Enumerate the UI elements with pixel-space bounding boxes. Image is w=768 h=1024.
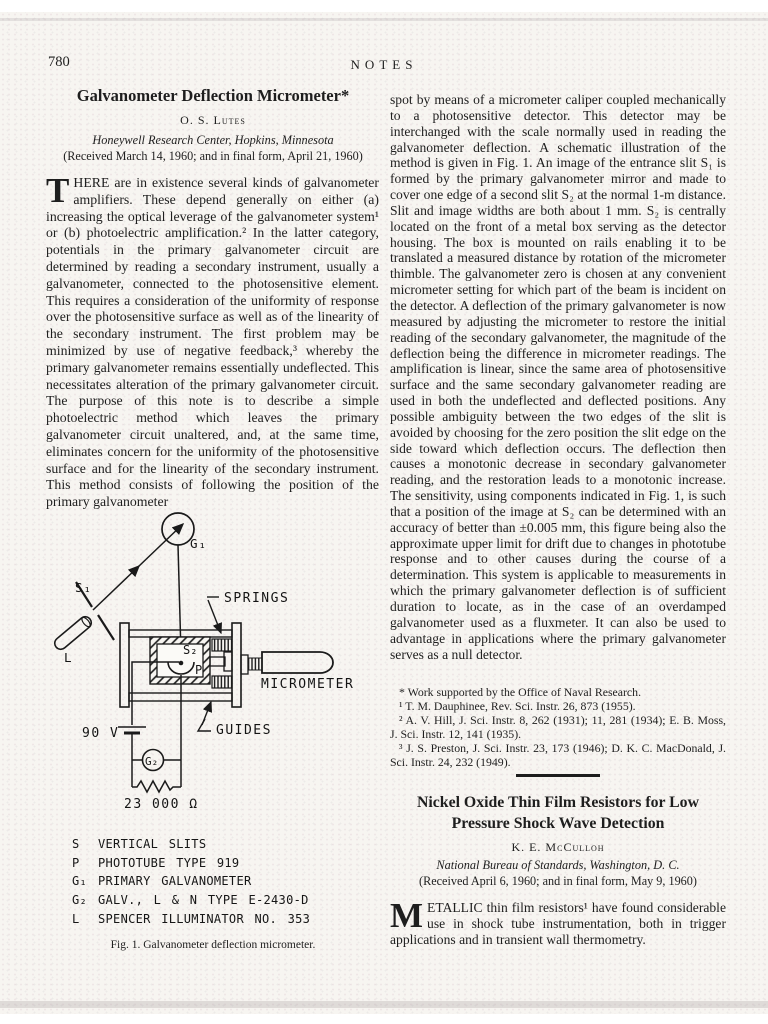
footnote: ¹ T. M. Dauphinee, Rev. Sci. Instr. 26, 873 (1955). [399, 698, 636, 713]
label-voltage: 90 V [82, 726, 120, 741]
article1-author: O. S. Lutes [180, 113, 246, 127]
legend-symbol: G₁ [72, 874, 88, 889]
figure1-diagram [40, 494, 380, 830]
article2-paragraph: ETALLIC thin film resistors¹ have found considerable use in shock tube instrumentation, both in trigger applications and in transient wall thermometry. [390, 900, 726, 948]
legend-desc: SPENCER ILLUMINATOR NO. 353 [98, 911, 311, 926]
legend-row [72, 854, 372, 873]
article1-body-continued: spot by means of a micrometer caliper coupled mechanically to a photosensitive detector. This detector may be interchanged with the scale normally used in reading the galvanometer deflection. A schematic illustration of the method is given in Fig. 1. An image of the entrance slit S₁ is formed by the primary galvanometer mirror and made to cover one edge of a second slit S₂ at the normal 1-m distance. Slit and image widths are both about 1 mm. S₂ is centrally located on the front of a metal box serving as the detector housing. The box is mounted on rails enabling it to be translated a measured distance by rotation of the micrometer thimble. The galvanometer zero is chosen at any convenient micrometer setting for which part of the beam is incident on the detector. A deflection of the primary galvanometer is now measured by adjusting the micrometer to restore the initial reading of the secondary galvanometer, the magnitude of the deflection being the difference in micrometer readings. The amplification is linear, since the same area of photosensitive surface and the same secondary galvanometer reading are used in both the undeflected and deflected positions. Any possible ambiguity between the two edges of the slit is avoided by choosing for the zero position the slit edge on the side toward which deflection occurs. The deflection then causes a monotonic decrease in secondary galvanometer reading, and the restoration leads to a monotonic increase. The sensitivity, using components indicated in Fig. 1, is such that a position of the image at S₂ can be determined with an accuracy of better than ±0.005 mm, this figure being also the approximate upper limit for drift due to changes in phototube response and to other causes during the course of a determination. This system is applicable to measurements in which the primary galvanometer deflection is of sufficient duration to locate, as in the case of an overdamped galvanometer used as a fluxmeter. It can also be used to advantage in applications where the primary galvanometer serves as a null detector. [390, 92, 726, 662]
legend-symbol: G₂ [72, 893, 88, 908]
article1-paragraph: HERE are in existence several kinds of galvanometer amplifiers. These depend generally on either (a) increasing the optical leverage of the galvanometer system¹ or (b) photoelectric amplification.² In the latter category, potentials in the primary galvanometer circuit are determined by reading a secondary instrument, usually a galvanometer, connected to the photosensitive element. This requires a consideration of the uniformity of response over the photosensitive surface as well as of the linearity of the secondary instrument. The first problem may be minimized by use of negative feedback,³ whereby the primary galvanometer remains essentially undeflected. This necessitates alteration of the primary galvanometer circuit. The purpose of this note is to describe a simple photoelectric method which leaves the primary galvanometer circuit unaltered, and, at the same time, eliminates concern for the uniformity of the photosensitive surface and for the linearity of the secondary instrument. This method consists of following the position of the primary galvanometer [46, 175, 379, 510]
footnote: ³ J. S. Preston, J. Sci. Instr. 23, 173 (1946); D. K. C. MacDonald, J. Sci. Instr. 24, 232 (1949). [390, 740, 726, 769]
label-p: P [195, 663, 203, 677]
footnote: ² A. V. Hill, J. Sci. Instr. 8, 262 (1931); 11, 281 (1934); E. B. Moss, J. Sci. Instr. 12, 141 (1935). [390, 712, 726, 741]
label-l: L [64, 650, 73, 665]
legend-desc: PRIMARY GALVANOMETER [98, 874, 252, 889]
spring-upper [212, 639, 232, 651]
article1-dropcap: T [46, 171, 70, 210]
label-g2: G₂ [145, 755, 159, 768]
article2-received-line: (Received April 6, 1960; and in final form, May 9, 1960) [419, 874, 697, 888]
label-s2: S₂ [183, 643, 198, 657]
label-micrometer: MICROMETER [261, 677, 355, 692]
resistor-zigzag [132, 781, 181, 792]
article2-author: K. E. McCulloh [511, 840, 605, 854]
guides-angle-mark [198, 719, 211, 731]
micrometer-threads [248, 658, 262, 670]
frame-right-cap [232, 623, 241, 707]
light-beam-arrowhead [132, 566, 139, 573]
label-g1: G₁ [190, 536, 208, 551]
figure1-caption: Fig. 1. Galvanometer deflection micrometer. [110, 939, 316, 951]
article1-footnotes [390, 686, 726, 769]
legend-symbol: L [72, 911, 80, 926]
running-head: NOTES [350, 57, 418, 72]
article2-title-line2: Pressure Shock Wave Detection [451, 815, 665, 832]
legend-row [72, 872, 372, 891]
section-separator-rule [516, 774, 600, 777]
micrometer-shaft [210, 657, 225, 666]
article2-affiliation: National Bureau of Standards, Washington, D. C. [436, 858, 680, 872]
legend-row [72, 835, 372, 854]
article2-title-line1: Nickel Oxide Thin Film Resistors for Low [416, 794, 699, 811]
figure1-legend [72, 835, 372, 929]
illuminator-cylinder [52, 614, 93, 651]
legend-symbol: S [72, 837, 80, 851]
phototube-anode-dot [179, 661, 184, 666]
legend-row [72, 910, 372, 929]
article1-received-line: (Received March 14, 1960; and in final form, April 21, 1960) [63, 149, 363, 163]
slit-s1-lower [98, 615, 114, 640]
spring-lower [212, 676, 232, 688]
frame-left-cap [120, 623, 129, 707]
label-resistor: 23 000 Ω [124, 797, 199, 812]
page-number: 780 [48, 54, 70, 70]
journal-page [0, 12, 768, 1014]
article2-dropcap: M [390, 896, 424, 935]
springs-callout-leader [208, 600, 221, 633]
article2-body [390, 896, 726, 949]
article2-title [390, 792, 726, 834]
article1-affiliation: Honeywell Research Center, Hopkins, Minnesota [92, 133, 334, 147]
legend-row [72, 891, 372, 910]
article1-body [46, 171, 379, 511]
article1-title: Galvanometer Deflection Micrometer* [76, 86, 350, 105]
micrometer-handle [262, 652, 333, 673]
label-s1: S₁ [75, 580, 93, 595]
legend-symbol: P [72, 855, 80, 870]
micrometer-collar [241, 655, 248, 674]
legend-desc: PHOTOTUBE TYPE 919 [98, 855, 240, 870]
label-guides: GUIDES [216, 723, 272, 738]
footnote: * Work supported by the Office of Naval Research. [399, 685, 642, 699]
legend-desc: VERTICAL SLITS [98, 837, 207, 851]
legend-desc: GALV., L & N TYPE E-2430-D [98, 893, 309, 908]
label-springs: SPRINGS [224, 591, 290, 606]
